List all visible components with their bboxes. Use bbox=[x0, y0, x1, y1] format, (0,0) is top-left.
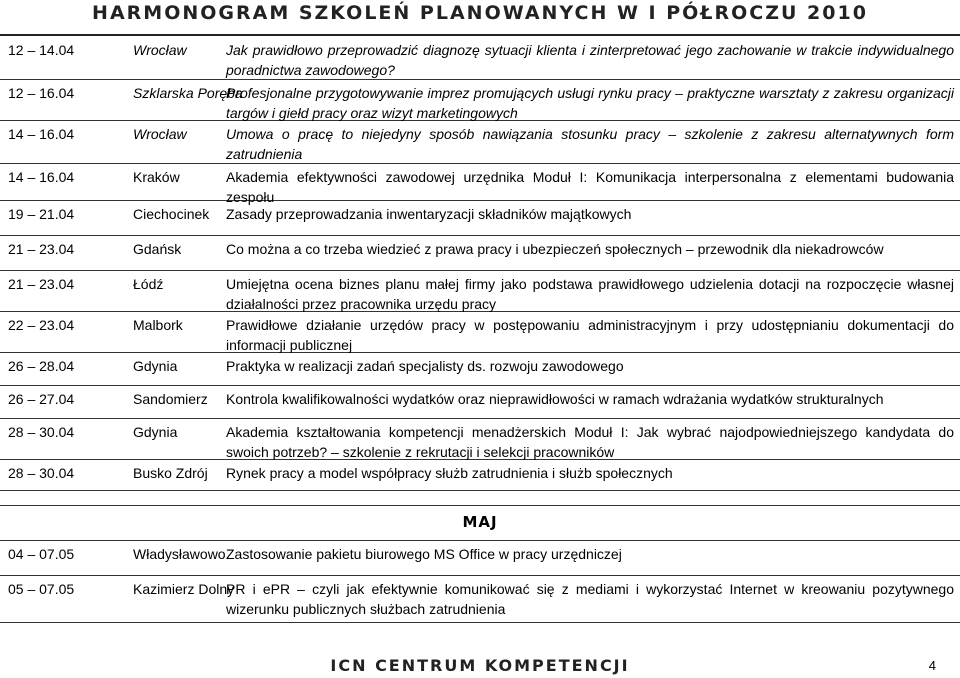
table-row bbox=[0, 164, 960, 205]
row-city: Wrocław bbox=[133, 42, 187, 58]
page-title: HARMONOGRAM SZKOLEŃ PLANOWANYCH W I PÓŁROCZU 2010 bbox=[92, 2, 868, 24]
row-city: Ciechocinek bbox=[133, 206, 210, 222]
table-row bbox=[0, 312, 960, 353]
table-row bbox=[0, 121, 960, 164]
row-date: 12 – 14.04 bbox=[8, 42, 75, 58]
row-date: 14 – 16.04 bbox=[8, 169, 75, 185]
row-date: 22 – 23.04 bbox=[8, 317, 75, 333]
row-city: Łódź bbox=[133, 276, 164, 292]
row-topic: Rynek pracy a model współpracy służb zatrudnienia i służb społecznych bbox=[226, 465, 673, 481]
table-row bbox=[0, 353, 960, 386]
row-topic: Profesjonalne przygotowywanie imprez promujących usługi rynku pracy – praktyczne warsztaty z zakresu organizacji targów i giełd pracy oraz wizyt marketingowych bbox=[226, 85, 954, 121]
row-date: 26 – 27.04 bbox=[8, 391, 75, 407]
row-date: 21 – 23.04 bbox=[8, 276, 75, 292]
row-city: Sandomierz bbox=[133, 391, 208, 407]
row-topic: Zasady przeprowadzania inwentaryzacji składników majątkowych bbox=[226, 206, 632, 222]
row-date: 28 – 30.04 bbox=[8, 424, 75, 440]
row-topic: Praktyka w realizacji zadań specjalisty ds. rozwoju zawodowego bbox=[226, 358, 624, 374]
row-city: Kazimierz Dolny bbox=[133, 581, 235, 597]
table-row bbox=[0, 271, 960, 312]
row-topic: Umowa o pracę to niejedyny sposób nawiązania stosunku pracy – szkolenie z zakresu alternatywnych form zatrudnienia bbox=[226, 126, 954, 162]
row-date: 26 – 28.04 bbox=[8, 358, 75, 374]
row-date: 12 – 16.04 bbox=[8, 85, 75, 101]
row-topic: Kontrola kwalifikowalności wydatków oraz nieprawidłowości w ramach wdrażania wydatków strukturalnych bbox=[226, 391, 884, 407]
table-row bbox=[0, 37, 960, 80]
row-topic: Umiejętna ocena biznes planu małej firmy jako podstawa prawidłowego udzielenia dotacji na rozpoczęcie własnej działalności przez pracownika urzędu pracy bbox=[226, 276, 954, 312]
row-city: Gdynia bbox=[133, 358, 178, 374]
schedule-table bbox=[0, 37, 960, 623]
page-number: 4 bbox=[928, 658, 936, 673]
row-city: Władysławowo bbox=[133, 546, 226, 562]
table-row bbox=[0, 541, 960, 576]
row-topic: Akademia kształtowania kompetencji menadżerskich Moduł I: Jak wybrać najodpowiedniejszego kandydata do swoich potrzeb? – szkolenie z rekrutacji i selekcji pracowników bbox=[226, 424, 954, 460]
row-date: 28 – 30.04 bbox=[8, 465, 75, 481]
table-row bbox=[0, 80, 960, 121]
row-topic: PR i ePR – czyli jak efektywnie komunikować się z mediami i wykorzystać Internet w kreowaniu pozytywnego wizerunku publicznych służbach zatrudnienia bbox=[226, 581, 954, 617]
row-city: Gdańsk bbox=[133, 241, 182, 257]
page-footer bbox=[0, 654, 960, 678]
row-date: 05 – 07.05 bbox=[8, 581, 75, 597]
row-date: 14 – 16.04 bbox=[8, 126, 75, 142]
row-city: Gdynia bbox=[133, 424, 178, 440]
row-date: 04 – 07.05 bbox=[8, 546, 75, 562]
table-row bbox=[0, 386, 960, 419]
section-spacer bbox=[0, 491, 960, 505]
table-row bbox=[0, 419, 960, 460]
month-header bbox=[0, 505, 960, 541]
header-rule bbox=[0, 34, 960, 36]
row-city: Busko Zdrój bbox=[133, 465, 208, 481]
row-city: Kraków bbox=[133, 169, 180, 185]
table-row bbox=[0, 460, 960, 491]
row-city: Szklarska Poręba bbox=[133, 85, 243, 101]
row-topic: Jak prawidłowo przeprowadzić diagnozę sytuacji klienta i zinterpretować jego zachowanie w trakcie indywidualnego poradnictwa zawodowego? bbox=[226, 42, 954, 78]
table-row bbox=[0, 201, 960, 236]
row-topic: Prawidłowe działanie urzędów pracy w postępowaniu administracyjnym i przy udostępnianiu dokumentacji do informacji publicznej bbox=[226, 317, 954, 353]
row-topic: Zastosowanie pakietu biurowego MS Office w pracy urzędniczej bbox=[226, 546, 622, 562]
table-row bbox=[0, 576, 960, 623]
month-label: MAJ bbox=[462, 513, 498, 531]
row-city: Malbork bbox=[133, 317, 183, 333]
row-topic: Co można a co trzeba wiedzieć z prawa pracy i ubezpieczeń społecznych – przewodnik dla niekadrowców bbox=[226, 241, 884, 257]
footer-brand: ICN CENTRUM KOMPETENCJI bbox=[330, 656, 630, 675]
row-topic: Akademia efektywności zawodowej urzędnika Moduł I: Komunikacja interpersonalna z elementami budowania zespołu bbox=[226, 169, 954, 205]
row-date: 19 – 21.04 bbox=[8, 206, 75, 222]
row-date: 21 – 23.04 bbox=[8, 241, 75, 257]
row-city: Wrocław bbox=[133, 126, 187, 142]
table-row bbox=[0, 236, 960, 271]
